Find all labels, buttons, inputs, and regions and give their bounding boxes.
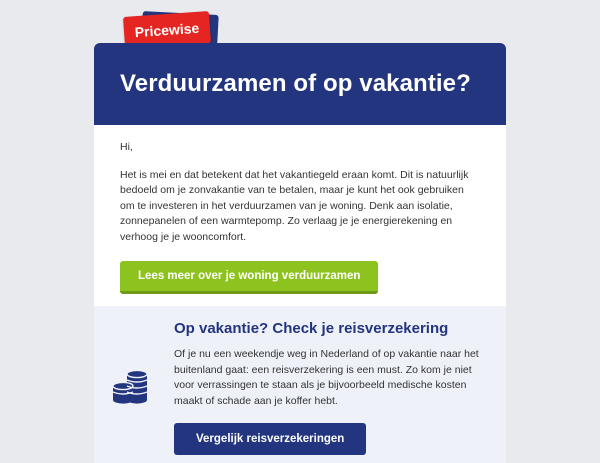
email-header xyxy=(94,43,506,125)
intro-paragraph: Het is mei en dat betekent dat het vakantiegeld eraan komt. Dit is natuurlijk bedoeld om je zonvakantie van te betalen, maar je kunt het ook gebruiken om te investeren in het verduurzamen van je woning. Denk aan isolatie, zonnepanelen of een warmtepomp. Zo verlaag je je energierekening en verhoog je je wooncomfort. xyxy=(120,168,469,243)
travel-content xyxy=(174,320,492,455)
greeting-text: Hi, xyxy=(120,141,133,153)
logo-text: Pricewise xyxy=(123,11,211,49)
travel-paragraph: Of je nu een weekendje weg in Nederland of op vakantie naar het buitenland gaat: een reisverzekering is een must. Zo kom je niet voor verrassingen te staan als je bijvoorbeeld medische kosten maakt of schade aan je koffer hebt. xyxy=(174,348,479,407)
travel-insurance-section xyxy=(94,306,506,463)
travel-title: Op vakantie? Check je reisverzekering xyxy=(174,320,449,337)
sustainability-cta-button[interactable]: Lees meer over je woning verduurzamen xyxy=(120,261,378,294)
compare-travel-insurance-button[interactable]: Vergelijk reisverzekeringen xyxy=(174,423,366,455)
email-card xyxy=(94,43,506,463)
intro-section xyxy=(94,125,506,294)
page-title: Verduurzamen of op vakantie? xyxy=(120,70,471,97)
coins-icon xyxy=(112,369,152,405)
